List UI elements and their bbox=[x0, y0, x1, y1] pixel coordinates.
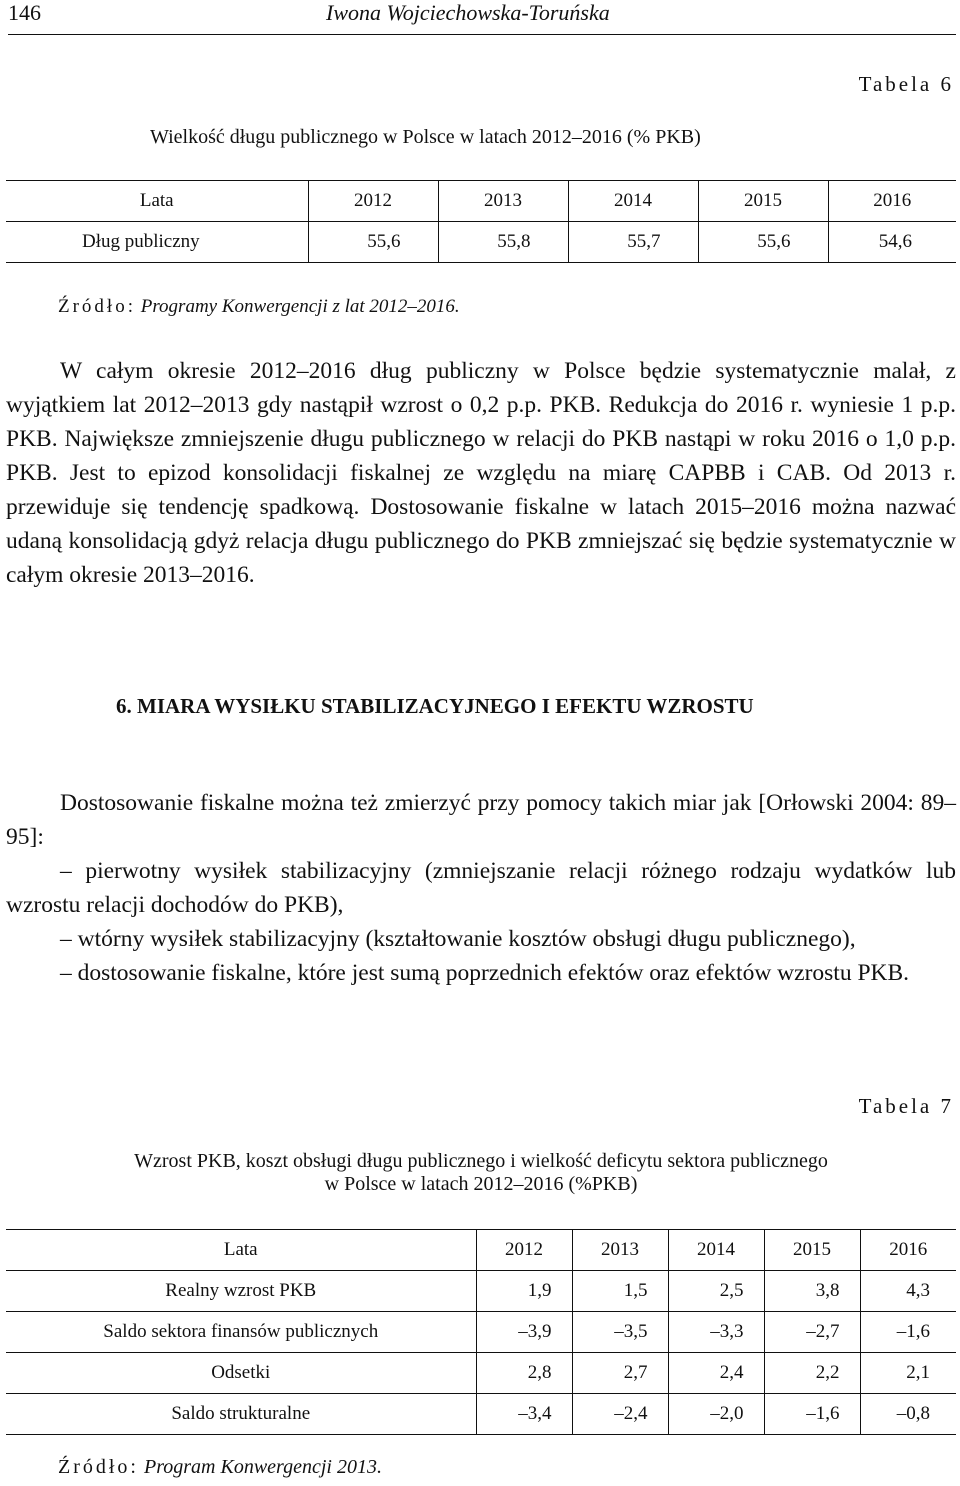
table6-header-cell: 2012 bbox=[308, 181, 438, 222]
table6-source-label: Źródło: bbox=[58, 296, 136, 317]
table7-caption-line2: w Polsce w latach 2012–2016 (%PKB) bbox=[324, 1173, 638, 1195]
table6-cell: 54,6 bbox=[878, 231, 912, 252]
body-paragraph-1: W całym okresie 2012–2016 dług publiczny w Polsce będzie systematycznie malał, z wyjątkiem lat 2012–2013 gdy nastąpił wzrost o 0,2 p.p. PKB. Redukcja do 2016 r. wyniesie 1 p.p. PKB. Największe zmniejszenie długu publicznego w relacji do PKB nastąpi w roku 2016 o 1,0 p.p. PKB. Jest to epizod konsolidacji fiskalnej ze względu na miarę CAPBB i CAB. Od 2013 r. przewiduje się tendencję spadkową. Dostosowanie fiskalne w latach 2015–2016 można nazwać udaną konsolidacją gdyż relacja długu publicznego do PKB zmniejszać się będzie systematycznie w całym okresie 2013–2016. bbox=[6, 358, 956, 588]
table7-row bbox=[6, 1394, 956, 1435]
table6-header-row bbox=[6, 181, 956, 222]
table7-header-row bbox=[6, 1230, 956, 1271]
table6-header-cell: Lata bbox=[6, 181, 308, 222]
table7-row bbox=[6, 1353, 956, 1394]
table7-header-cell: 2016 bbox=[889, 1239, 928, 1260]
running-head-author: Iwona Wojciechowska-Toruńska bbox=[326, 0, 610, 25]
table7-caption bbox=[6, 1150, 956, 1196]
table6-cell: 55,6 bbox=[308, 222, 438, 263]
table6-row-label: Dług publiczny bbox=[6, 222, 308, 263]
table7-header-cell: 2012 bbox=[476, 1230, 572, 1271]
table7-cell: –1,6 bbox=[764, 1394, 860, 1435]
table7-cell: 1,9 bbox=[476, 1271, 572, 1312]
table7-header-cell: 2015 bbox=[764, 1230, 860, 1271]
table7-cell: 2,8 bbox=[476, 1353, 572, 1394]
table7-source-label: Źródło: bbox=[58, 1456, 139, 1478]
table7-row-label: Realny wzrost PKB bbox=[6, 1271, 476, 1312]
table7-row-label: Saldo sektora finansów publicznych bbox=[6, 1312, 476, 1353]
table7-header-cell: Lata bbox=[6, 1230, 476, 1271]
table7-cell: –3,9 bbox=[476, 1312, 572, 1353]
table7-row-label: Saldo strukturalne bbox=[6, 1394, 476, 1435]
body-paragraph-2 bbox=[6, 786, 956, 990]
section-heading bbox=[116, 694, 754, 719]
table6-header-cell: 2016 bbox=[873, 190, 912, 211]
table6-cell: 55,8 bbox=[438, 222, 568, 263]
table7-cell: –2,0 bbox=[668, 1394, 764, 1435]
table7-header-cell: 2013 bbox=[572, 1230, 668, 1271]
table7-cell: –0,8 bbox=[896, 1403, 930, 1424]
paragraph2-text: Dostosowanie fiskalne można też zmierzyć przy pomocy takich miar jak [Orłowski 2004: 89–95]: bbox=[6, 790, 956, 850]
table6-row bbox=[6, 222, 956, 263]
table7-cell: 2,1 bbox=[906, 1362, 930, 1383]
table7-cell: 2,5 bbox=[668, 1271, 764, 1312]
table6-cell: 55,6 bbox=[698, 222, 828, 263]
table7-cell: –3,5 bbox=[572, 1312, 668, 1353]
table7-cell: 4,3 bbox=[906, 1280, 930, 1301]
table7-cell: 2,4 bbox=[668, 1353, 764, 1394]
table7-cell: 2,7 bbox=[572, 1353, 668, 1394]
table7-header-cell: 2014 bbox=[668, 1230, 764, 1271]
table6-header-cell: 2015 bbox=[698, 181, 828, 222]
table7-cell: 3,8 bbox=[764, 1271, 860, 1312]
table7-caption-line1: Wzrost PKB, koszt obsługi długu publicznego i wielkość deficytu sektora publicznego bbox=[134, 1150, 828, 1172]
table7-row-label: Odsetki bbox=[6, 1353, 476, 1394]
table7-cell: –3,4 bbox=[476, 1394, 572, 1435]
table6-cell: 55,7 bbox=[568, 222, 698, 263]
table6-caption: Wielkość długu publicznego w Polsce w latach 2012–2016 (% PKB) bbox=[150, 126, 701, 148]
table6-header-cell: 2013 bbox=[438, 181, 568, 222]
table6-label: Tabela 6 bbox=[858, 72, 954, 96]
table7-row bbox=[6, 1312, 956, 1353]
list-item: – pierwotny wysiłek stabilizacyjny (zmniejszanie relacji różnego rodzaju wydatków lub wzrostu relacji dochodów do PKB), bbox=[6, 858, 956, 918]
table7-label: Tabela 7 bbox=[858, 1094, 954, 1118]
table7-cell: 1,5 bbox=[572, 1271, 668, 1312]
table7-cell: –2,7 bbox=[764, 1312, 860, 1353]
table7-cell: –3,3 bbox=[668, 1312, 764, 1353]
table7 bbox=[6, 1229, 956, 1435]
table6-header-cell: 2014 bbox=[568, 181, 698, 222]
table7-cell: 2,2 bbox=[764, 1353, 860, 1394]
table6 bbox=[6, 180, 956, 263]
table7-row bbox=[6, 1271, 956, 1312]
page-number: 146 bbox=[8, 0, 41, 25]
table7-cell: –2,4 bbox=[572, 1394, 668, 1435]
table6-source bbox=[58, 296, 460, 318]
table7-source bbox=[58, 1456, 382, 1479]
table7-source-text: Program Konwergencji 2013. bbox=[144, 1456, 382, 1478]
section-title: MIARA WYSIŁKU STABILIZACYJNEGO I EFEKTU WZROSTU bbox=[137, 694, 754, 718]
list-item: – wtórny wysiłek stabilizacyjny (kształtowanie kosztów obsługi długu publicznego), bbox=[60, 926, 856, 952]
table6-source-text: Programy Konwergencji z lat 2012–2016. bbox=[140, 296, 460, 317]
table7-cell: –1,6 bbox=[896, 1321, 930, 1342]
section-number: 6. bbox=[116, 694, 132, 718]
list-item: – dostosowanie fiskalne, które jest sumą poprzednich efektów oraz efektów wzrostu PKB. bbox=[60, 960, 910, 986]
header-rule bbox=[8, 34, 956, 35]
